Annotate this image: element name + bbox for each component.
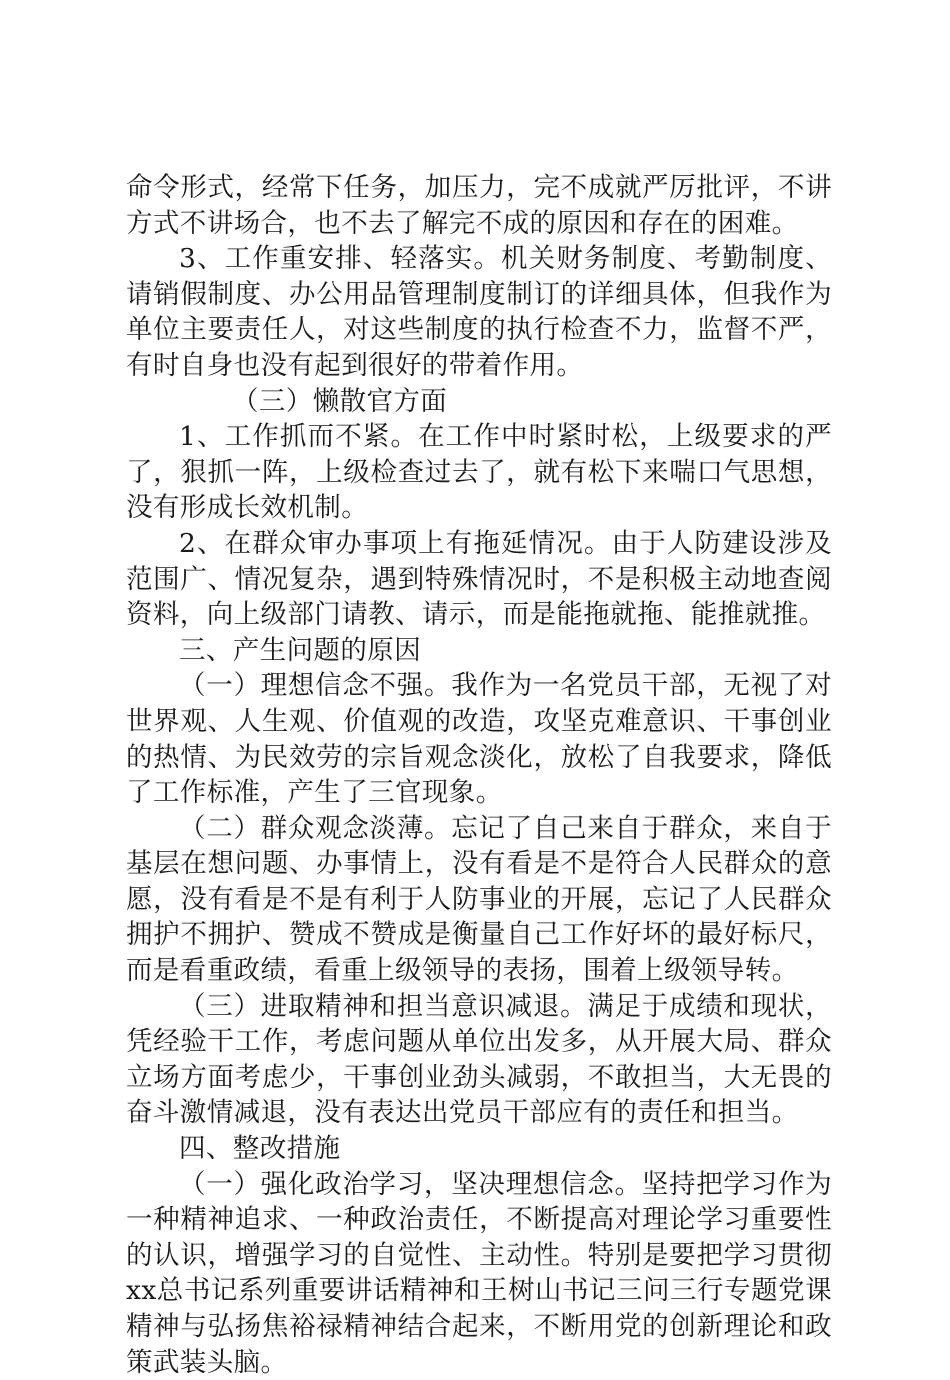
paragraph-8: （二）群众观念淡薄。忘记了自己来自于群众，来自于基层在想问题、办事情上，没有看是不是符合人民群众的意愿，没有看是不是有利于人防事业的开展，忘记了人民群众拥护不拥护、赞成不赞成是衡量自己工作好坏的最好标尺，而是看重政绩，看重上级领导的表扬，围着上级领导转。 — [126, 812, 832, 987]
document-body — [126, 170, 832, 1380]
section-heading-causes: 三、产生问题的原因 — [179, 634, 422, 666]
paragraph-11: （一）强化政治学习，坚决理想信念。坚持把学习作为一种精神追求、一种政治责任，不断提高对理论学习重要性的认识，增强学习的自觉性、主动性。特别是要把学习贯彻xx总书记系列重要讲话精神和王树山书记三问三行专题党课精神与弘扬焦裕禄精神结合起来，不断用党的创新理论和政策武装头脑。 — [126, 1168, 832, 1378]
paragraph-5: 2、在群众审办事项上有拖延情况。由于人防建设涉及范围广、情况复杂，遇到特殊情况时，不是积极主动地查阅资料，向上级部门请教、请示，而是能拖就拖、能推就推。 — [126, 527, 832, 631]
section-heading-lazy: （三）懒散官方面 — [232, 385, 448, 417]
paragraph-7: （一）理想信念不强。我作为一名党员干部，无视了对世界观、人生观、价值观的改造，攻坚克难意识、干事创业的热情、为民效劳的宗旨观念淡化，放松了自我要求，降低了工作标准，产生了三官现象。 — [126, 670, 832, 809]
paragraph-4: 1、工作抓而不紧。在工作中时紧时松，上级要求的严了，狠抓一阵，上级检查过去了，就有松下来喘口气思想，没有形成长效机制。 — [126, 421, 832, 524]
paragraph-1: 命令形式，经常下任务，加压力，完不成就严厉批评，不讲方式不讲场合，也不去了解完不成的原因和存在的困难。 — [126, 172, 832, 239]
paragraph-2: 3、工作重安排、轻落实。机关财务制度、考勤制度、请销假制度、办公用品管理制度制订的详细具体，但我作为单位主要责任人，对这些制度的执行检查不力，监督不严，有时自身也没有起到很好的带着作用。 — [126, 243, 832, 381]
section-heading-measures: 四、整改措施 — [179, 1133, 341, 1165]
paragraph-9: （三）进取精神和担当意识减退。满足于成绩和现状，凭经验干工作，考虑问题从单位出发多，从开展大局、群众立场方面考虑少，干事创业劲头减弱，不敢担当，大无畏的奋斗激情减退，没有表达出党员干部应有的责任和担当。 — [126, 990, 832, 1129]
